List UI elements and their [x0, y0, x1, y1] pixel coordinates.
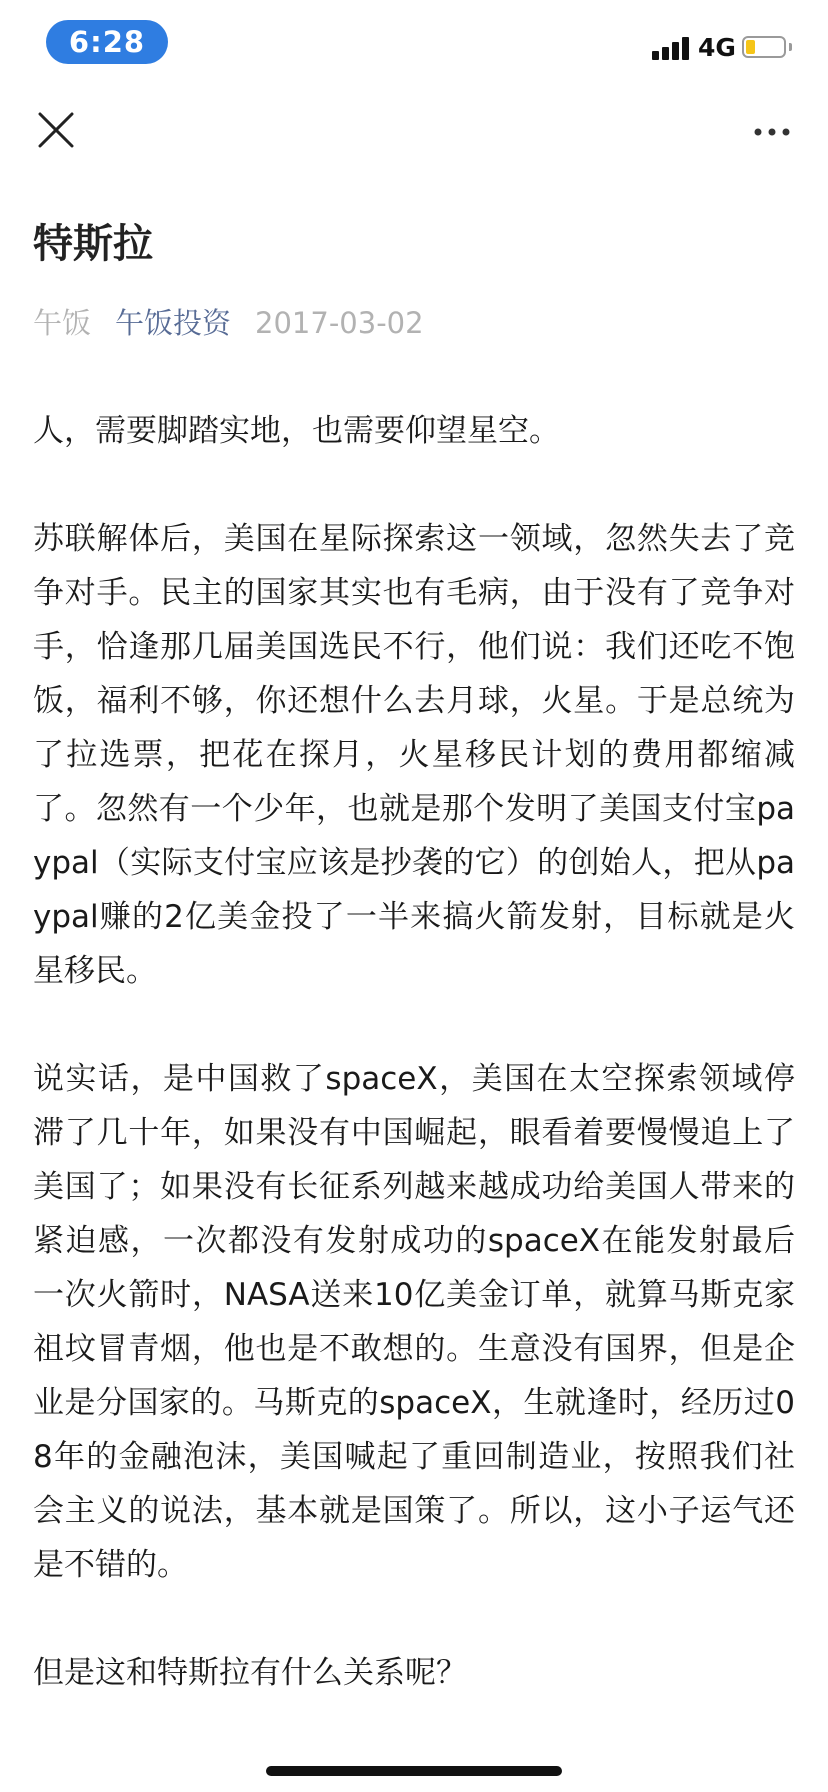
close-icon [36, 110, 76, 150]
cellular-signal-icon [652, 36, 692, 60]
status-time[interactable]: 6:28 [46, 20, 168, 64]
status-bar [0, 0, 828, 90]
more-options-button[interactable] [748, 118, 796, 146]
article-body [33, 404, 795, 1754]
paragraph: 苏联解体后，美国在星际探索这一领域，忽然失去了竞争对手。民主的国家其实也有毛病，由于没有了竞争对手，恰逢那几届美国选民不行，他们说：我们还吃不饱饭，福利不够，你还想什么去月球，火星。于是总统为了拉选票，把花在探月，火星移民计划的费用都缩减了。忽然有一个少年，也就是那个发明了美国支付宝paypal（实际支付宝应该是抄袭的它）的创始人，把从paypal赚的2亿美金投了一半来搞火箭发射，目标就是火星移民。 [33, 521, 795, 989]
battery-level [746, 40, 755, 54]
paragraph: 说实话，是中国救了spaceX，美国在太空探索领域停滞了几十年，如果没有中国崛起，眼看着要慢慢追上了美国了；如果没有长征系列越来越成功给美国人带来的紧迫感，一次都没有发射成功的spaceX在能发射最后一次火箭时，NASA送来10亿美金订单，就算马斯克家祖坟冒青烟，他也是不敢想的。生意没有国界，但是企业是分国家的。马斯克的spaceX，生就逢时，经历过08年的金融泡沫，美国喊起了重回制造业，按照我们社会主义的说法，基本就是国策了。所以，这小子运气还是不错的。 [33, 1061, 795, 1583]
publish-date: 2017-03-02 [255, 306, 424, 340]
article-meta [33, 301, 424, 345]
paragraph: 但是这和特斯拉有什么关系呢？ [33, 1655, 467, 1691]
close-button[interactable] [36, 110, 76, 150]
home-indicator[interactable] [266, 1766, 562, 1776]
battery-cap [789, 43, 792, 51]
account-name-link[interactable]: 午饭投资 [115, 306, 232, 340]
battery-icon [742, 36, 786, 58]
article-author: 午饭 [33, 306, 92, 340]
paragraph: 人，需要脚踏实地，也需要仰望星空。 [33, 413, 560, 449]
article-title: 特斯拉 [33, 221, 153, 267]
more-icon [748, 118, 796, 146]
network-type: 4G [698, 33, 736, 62]
